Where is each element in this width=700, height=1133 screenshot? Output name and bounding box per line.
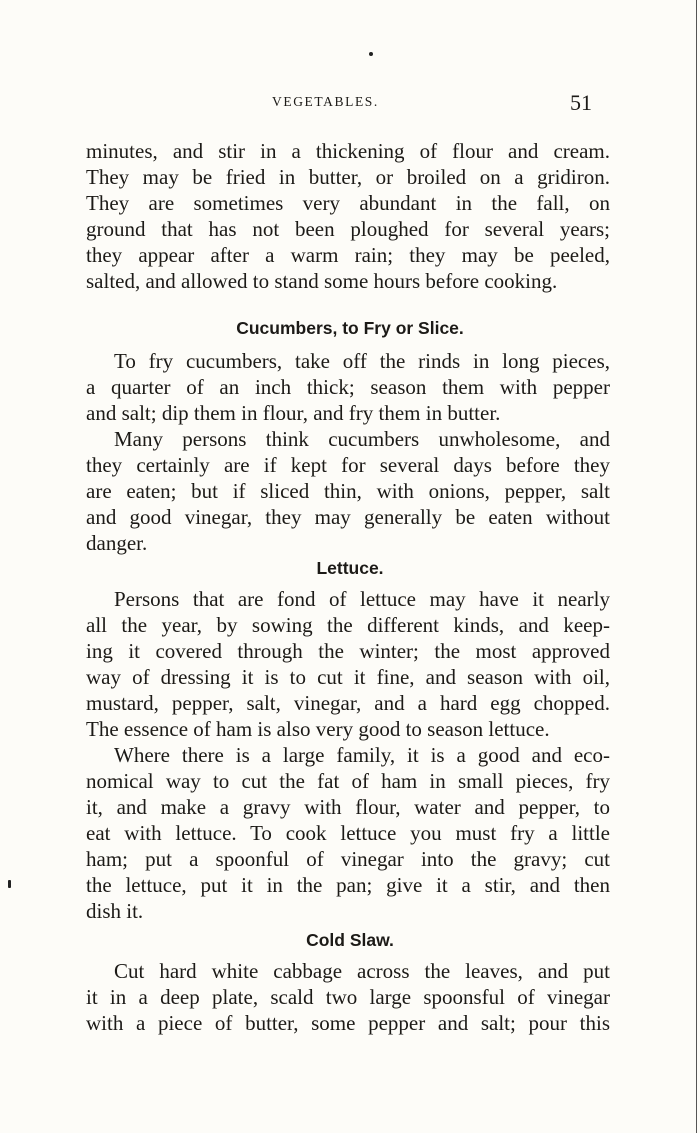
text-line: ground that has not been ploughed for several years; <box>86 217 610 241</box>
text-line: The essence of ham is also very good to season lettuce. <box>86 717 550 741</box>
text-line: nomical way to cut the fat of ham in small pieces, fry <box>86 769 610 793</box>
section-heading: Cold Slaw. <box>306 930 394 950</box>
text-line: eat with lettuce. To cook lettuce you must fry a little <box>86 821 610 845</box>
text-line: To fry cucumbers, take off the rinds in long pieces, <box>114 349 610 373</box>
text-line: ham; put a spoonful of vinegar into the gravy; cut <box>86 847 610 871</box>
text-line: minutes, and stir in a thickening of flour and cream. <box>86 139 610 163</box>
text-line: and salt; dip them in flour, and fry them in butter. <box>86 401 501 425</box>
section-heading: Lettuce. <box>316 558 384 578</box>
text-line: with a piece of butter, some pepper and salt; pour this <box>86 1011 610 1035</box>
text-line: Persons that are fond of lettuce may have it nearly <box>114 587 610 611</box>
text-line: and good vinegar, they may generally be eaten without <box>86 505 610 529</box>
text-line: mustard, pepper, salt, vinegar, and a hard egg chopped. <box>86 691 610 715</box>
page-number: 51 <box>570 90 592 115</box>
text-line: they certainly are if kept for several days before they <box>86 453 610 477</box>
text-line: a quarter of an inch thick; season them with pepper <box>86 375 610 399</box>
text-line: it in a deep plate, scald two large spoonsful of vinegar <box>86 985 610 1009</box>
running-head: VEGETABLES. <box>272 94 379 109</box>
text-line: They are sometimes very abundant in the fall, on <box>86 191 610 215</box>
text-line: salted, and allowed to stand some hours before cooking. <box>86 269 558 293</box>
text-line: they appear after a warm rain; they may be peeled, <box>86 243 610 267</box>
text-line: Where there is a large family, it is a good and eco- <box>114 743 610 767</box>
text-line: They may be fried in butter, or broiled on a gridiron. <box>86 165 610 189</box>
text-line: way of dressing it is to cut it fine, and season with oil, <box>86 665 610 689</box>
text-line: the lettuce, put it in the pan; give it a stir, and then <box>86 873 610 897</box>
text-line: it, and make a gravy with flour, water and pepper, to <box>86 795 610 819</box>
text-line: danger. <box>86 531 148 555</box>
text-line: dish it. <box>86 899 144 923</box>
text-line: all the year, by sowing the different kinds, and keep- <box>86 613 610 637</box>
text-line: Many persons think cucumbers unwholesome, and <box>114 427 610 451</box>
section-heading: Cucumbers, to Fry or Slice. <box>236 318 464 338</box>
margin-mark <box>8 880 11 888</box>
text-line: are eaten; but if sliced thin, with onions, pepper, salt <box>86 479 610 503</box>
text-line: Cut hard white cabbage across the leaves, and put <box>114 959 610 983</box>
text-line: ing it covered through the winter; the most approved <box>86 639 610 663</box>
page-header <box>0 92 700 116</box>
ink-dot <box>369 52 373 56</box>
